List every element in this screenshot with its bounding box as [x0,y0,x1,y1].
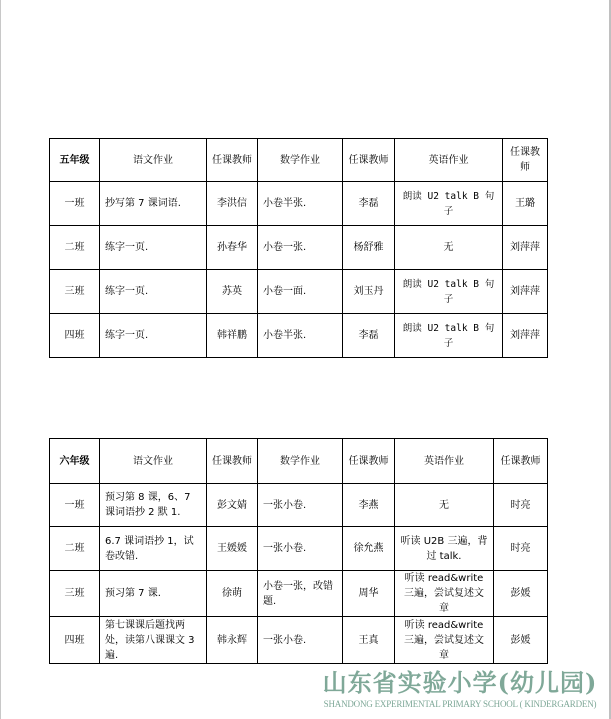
english-homework: 朗读 U2 talk B 句子 [395,314,503,358]
table-row [50,617,548,664]
grade-label: 六年级 [50,439,100,484]
english-homework: 无 [395,484,494,527]
chinese-teacher: 彭文婧 [207,484,258,527]
chinese-teacher: 王媛媛 [207,527,258,571]
math-teacher: 李磊 [343,314,395,358]
math-homework: 一张小卷. [258,617,343,664]
english-teacher: 时亮 [494,484,548,527]
header-english-homework: 英语作业 [395,139,503,182]
chinese-homework: 练字一页. [100,314,207,358]
math-teacher: 周华 [343,571,395,617]
chinese-homework: 预习第 7 课. [100,571,207,617]
table-header-row [50,439,548,484]
english-teacher: 彭媛 [494,617,548,664]
chinese-homework: 预习第 8 课，6、7 课词语抄 2 默 1. [100,484,207,527]
english-teacher: 时亮 [494,527,548,571]
english-homework: 朗读 U2 talk B 句子 [395,270,503,314]
math-teacher: 李磊 [343,182,395,226]
math-homework: 小卷一张. [258,226,343,270]
class-name: 三班 [50,571,100,617]
chinese-teacher: 李洪信 [207,182,258,226]
chinese-homework: 第七课课后题找两处，读第八课课文 3 遍. [100,617,207,664]
chinese-homework: 抄写第 7 课词语. [100,182,207,226]
school-watermark-logo [312,668,608,710]
class-name: 一班 [50,182,100,226]
class-name: 一班 [50,484,100,527]
english-homework: 听读 read&write 三遍，尝试复述文章 [395,571,494,617]
math-homework: 一张小卷. [258,484,343,527]
chinese-homework: 练字一页. [100,226,207,270]
chinese-homework: 6.7 课词语抄 1，试卷改错. [100,527,207,571]
school-name-english: SHANDONG EXPERIMENTAL PRIMARY SCHOOL ( KINDERGARDEN) [323,699,597,709]
chinese-teacher: 韩祥鹏 [207,314,258,358]
header-chinese-homework: 语文作业 [100,439,207,484]
table-header-row [50,139,548,182]
class-name: 二班 [50,527,100,571]
math-teacher: 王真 [343,617,395,664]
school-name-chinese: 山东省实验小学(幼儿园) [322,668,598,697]
class-name: 四班 [50,617,100,664]
table-row [50,314,548,358]
page-edge-left [0,0,1,719]
chinese-teacher: 苏英 [207,270,258,314]
table-row [50,484,548,527]
table-row [50,226,548,270]
math-teacher: 徐允燕 [343,527,395,571]
english-teacher: 刘萍萍 [503,314,548,358]
chinese-teacher: 孙春华 [207,226,258,270]
math-homework: 小卷一张，改错题. [258,571,343,617]
math-homework: 一张小卷. [258,527,343,571]
header-chinese-homework: 语文作业 [100,139,207,182]
math-homework: 小卷一面. [258,270,343,314]
english-teacher: 刘萍萍 [503,226,548,270]
class-name: 三班 [50,270,100,314]
header-teacher: 任课教师 [207,439,258,484]
grade6-homework-table [49,438,548,664]
table-row [50,182,548,226]
table-row [50,527,548,571]
header-teacher: 任课教师 [207,139,258,182]
english-teacher: 彭媛 [494,571,548,617]
header-teacher: 任课教师 [494,439,548,484]
header-teacher: 任课教师 [343,139,395,182]
chinese-homework: 练字一页. [100,270,207,314]
header-teacher: 任课教师 [343,439,395,484]
header-math-homework: 数学作业 [258,439,343,484]
english-homework: 朗读 U2 talk B 句子 [395,182,503,226]
math-teacher: 李燕 [343,484,395,527]
header-math-homework: 数学作业 [258,139,343,182]
math-homework: 小卷半张. [258,314,343,358]
math-homework: 小卷半张. [258,182,343,226]
english-homework: 听读 U2B 三遍，背过 talk. [395,527,494,571]
grade5-homework-table [49,138,548,358]
english-teacher: 刘萍萍 [503,270,548,314]
english-homework: 听读 read&write 三遍，尝试复述文章 [395,617,494,664]
header-english-homework: 英语作业 [395,439,494,484]
class-name: 四班 [50,314,100,358]
chinese-teacher: 韩永辉 [207,617,258,664]
table-row [50,571,548,617]
math-teacher: 杨舒雅 [343,226,395,270]
table-row [50,270,548,314]
chinese-teacher: 徐萌 [207,571,258,617]
grade-label: 五年级 [50,139,100,182]
math-teacher: 刘玉丹 [343,270,395,314]
header-teacher: 任课教师 [503,139,548,182]
english-teacher: 王璐 [503,182,548,226]
english-homework: 无 [395,226,503,270]
class-name: 二班 [50,226,100,270]
